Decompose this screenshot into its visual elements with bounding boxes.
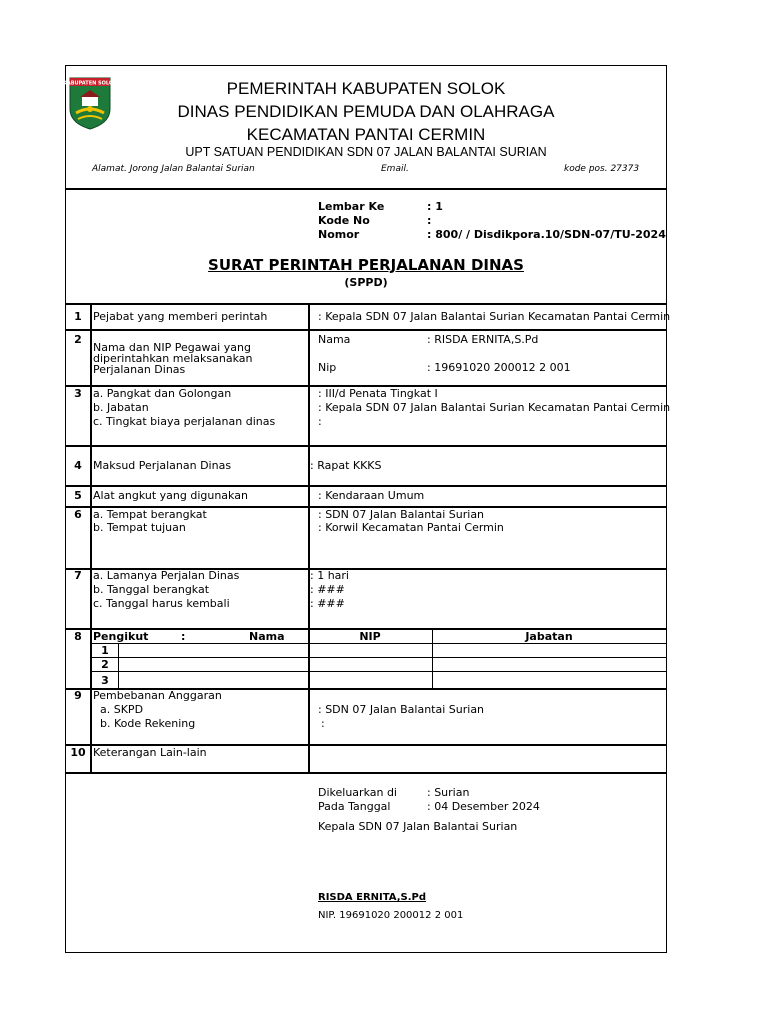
row-value: : SDN 07 Jalan Balantai Surian xyxy=(318,703,485,716)
jabatan-column-header: Jabatan xyxy=(525,630,573,643)
pengikut-colon: : xyxy=(181,630,186,643)
document-title: SURAT PERINTAH PERJALANAN DINAS xyxy=(208,256,524,274)
row-label: b. Tanggal berangkat xyxy=(93,583,210,596)
pengikut-subline xyxy=(92,671,667,672)
row-label: Alat angkut yang digunakan xyxy=(93,489,248,502)
row-label: a. Lamanya Perjalan Dinas xyxy=(93,569,240,582)
row-value: : xyxy=(318,415,322,428)
row-label: a. Pangkat dan Golongan xyxy=(93,387,232,400)
dikeluarkan-value: : Surian xyxy=(427,786,470,799)
kode-label: Kode No xyxy=(318,214,370,227)
logo-text: KABUPATEN SOLOK xyxy=(62,80,118,87)
pengikut-subline xyxy=(92,657,667,658)
row-value: : ### xyxy=(310,583,345,596)
kop-line-1: PEMERINTAH KABUPATEN SOLOK xyxy=(226,79,506,98)
row-label: a. Tempat berangkat xyxy=(93,508,207,521)
table-bottom-border xyxy=(65,772,667,774)
pengikut-index: 2 xyxy=(101,658,109,671)
kop-line-2: DINAS PENDIDIKAN PEMUDA DAN OLAHRAGA xyxy=(177,102,555,121)
row-number: 1 xyxy=(74,310,82,323)
signatory-nip: NIP. 19691020 200012 2 001 xyxy=(318,910,464,921)
row-divider xyxy=(65,329,667,331)
row-value: : Kepala SDN 07 Jalan Balantai Surian Kecamatan Pantai Cermin xyxy=(318,401,671,414)
row-label: c. Tingkat biaya perjalanan dinas xyxy=(93,415,276,428)
document-subtitle: (SPPD) xyxy=(344,276,388,289)
signatory-title: Kepala SDN 07 Jalan Balantai Surian xyxy=(318,820,518,833)
lembar-label: Lembar Ke xyxy=(318,200,385,213)
row-value: : 1 hari xyxy=(310,569,349,582)
row-label: Pejabat yang memberi perintah xyxy=(93,310,268,323)
row-number: 5 xyxy=(74,489,82,502)
pengikut-index-divider xyxy=(118,643,119,688)
nama-label: Nama xyxy=(318,333,351,346)
nomor-value: : 800/ / Disdikpora.10/SDN-07/TU-2024 xyxy=(427,228,666,241)
row-value: : xyxy=(321,717,325,730)
table-top-border xyxy=(65,303,667,305)
row-value: : SDN 07 Jalan Balantai Surian xyxy=(318,508,485,521)
kop-line-3: KECAMATAN PANTAI CERMIN xyxy=(246,125,486,144)
tanggal-value: : 04 Desember 2024 xyxy=(427,800,540,813)
row-number: 2 xyxy=(74,333,82,346)
row-label: b. Tempat tujuan xyxy=(93,521,186,534)
kodepos-text: kode pos. 27373 xyxy=(564,164,640,174)
row-number: 6 xyxy=(74,508,82,521)
email-text: Email. xyxy=(381,164,409,174)
row-value: : Korwil Kecamatan Pantai Cermin xyxy=(318,521,504,534)
nama-column-header: Nama xyxy=(249,630,285,643)
nip-label: Nip xyxy=(318,361,337,374)
dikeluarkan-label: Dikeluarkan di xyxy=(318,786,397,799)
row-label: Perjalanan Dinas xyxy=(93,363,186,376)
row-label: Maksud Perjalanan Dinas xyxy=(93,459,232,472)
pengikut-label: Pengikut xyxy=(93,630,149,643)
lembar-value: : 1 xyxy=(427,200,443,213)
row-label: diperintahkan melaksanakan xyxy=(93,352,253,365)
number-column-divider xyxy=(90,303,92,773)
row-value: : Kendaraan Umum xyxy=(318,489,425,502)
row-value: : ### xyxy=(310,597,345,610)
row-label: Nama dan NIP Pegawai yang xyxy=(93,341,251,354)
row-label: Keterangan Lain-lain xyxy=(93,746,207,759)
row-label: b. Kode Rekening xyxy=(100,717,196,730)
signatory-name: RISDA ERNITA,S.Pd xyxy=(318,892,427,903)
tanggal-label: Pada Tanggal xyxy=(318,800,391,813)
row-label: c. Tanggal harus kembali xyxy=(93,597,230,610)
row-number: 4 xyxy=(74,459,82,472)
nip-value: : 19691020 200012 2 001 xyxy=(427,361,571,374)
row-number: 3 xyxy=(74,387,82,400)
row-number: 9 xyxy=(74,689,82,702)
alamat-text: Alamat. Jorong Jalan Balantai Surian xyxy=(92,164,255,174)
row-label: b. Jabatan xyxy=(93,401,149,414)
kop-divider xyxy=(65,188,667,190)
row-divider xyxy=(65,485,667,487)
kop-line-4: UPT SATUAN PENDIDIKAN SDN 07 JALAN BALANTAI SURIAN xyxy=(185,145,547,159)
row-divider xyxy=(65,445,667,447)
nip-column-header: NIP xyxy=(359,630,381,643)
pengikut-index: 3 xyxy=(101,674,109,687)
kode-value: : xyxy=(427,214,432,227)
nama-value: : RISDA ERNITA,S.Pd xyxy=(427,333,539,346)
nomor-label: Nomor xyxy=(318,228,360,241)
row-label: a. SKPD xyxy=(100,703,144,716)
pengikut-subline xyxy=(92,643,667,644)
row-label: Pembebanan Anggaran xyxy=(93,689,222,702)
row-number: 7 xyxy=(74,569,82,582)
row-value: : Rapat KKKS xyxy=(310,459,382,472)
row-value: : III/d Penata Tingkat I xyxy=(318,387,438,400)
label-column-divider xyxy=(308,303,310,773)
row-value: : Kepala SDN 07 Jalan Balantai Surian Kecamatan Pantai Cermin xyxy=(318,310,671,323)
row-number: 8 xyxy=(74,630,82,643)
row-number: 10 xyxy=(70,746,86,759)
pengikut-index: 1 xyxy=(101,644,109,657)
